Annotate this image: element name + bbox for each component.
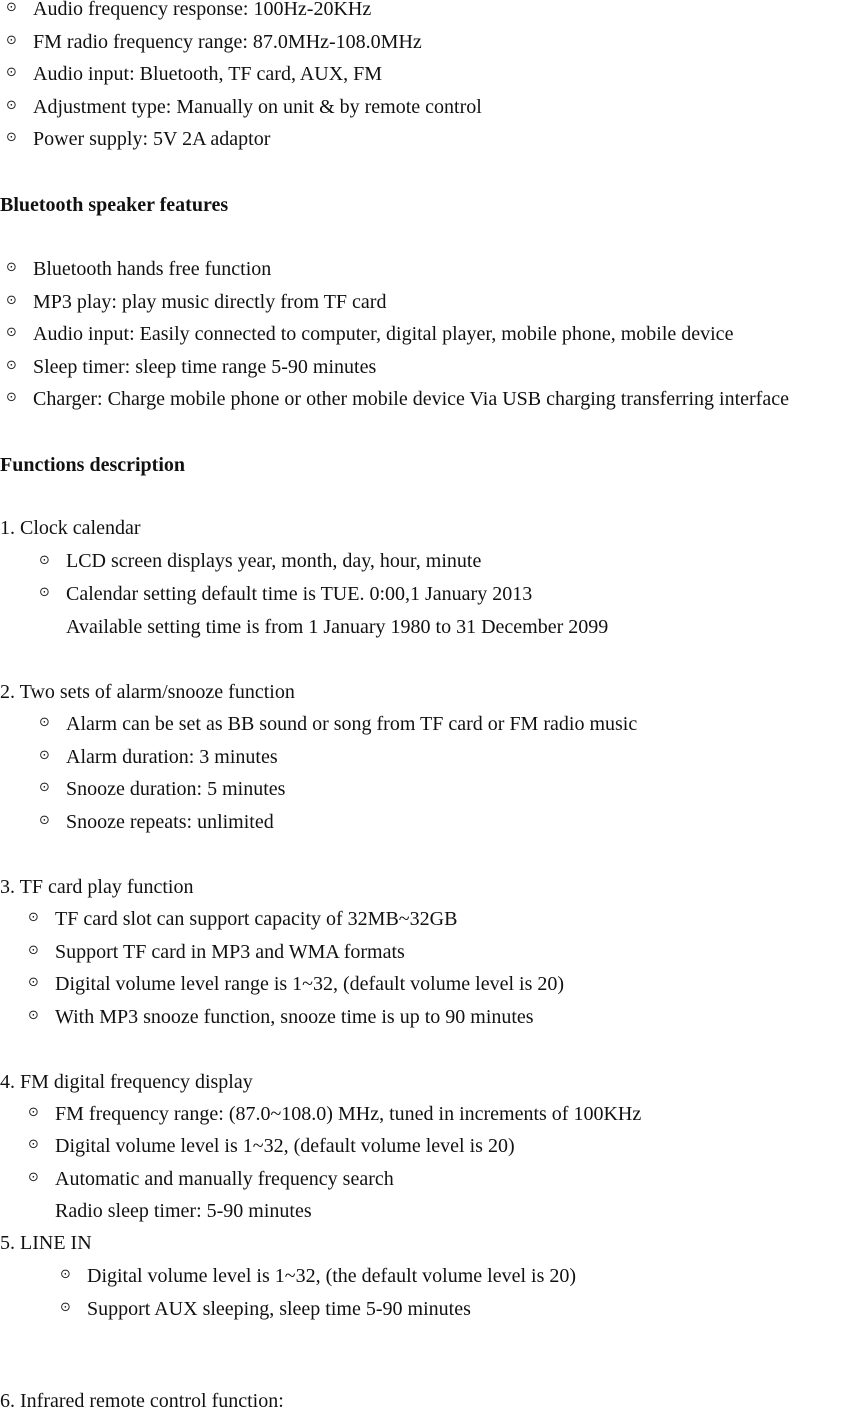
bullet-icon: ⊙ (60, 1300, 71, 1315)
function-title-tf-card: 3. TF card play function (0, 876, 194, 898)
section-heading-functions: Functions description (0, 454, 186, 476)
function-item: Alarm duration: 3 minutes (66, 746, 278, 768)
function-note: Radio sleep timer: 5-90 minutes (55, 1200, 312, 1222)
feature-item: Bluetooth hands free function (33, 258, 272, 280)
bullet-icon: ⊙ (28, 1008, 39, 1023)
function-item: FM frequency range: (87.0~108.0) MHz, tuned in increments of 100KHz (55, 1103, 642, 1125)
feature-item: MP3 play: play music directly from TF card (33, 291, 387, 313)
feature-item: Sleep timer: sleep time range 5-90 minutes (33, 356, 377, 378)
bullet-icon: ⊙ (39, 553, 50, 568)
bullet-icon: ⊙ (39, 780, 50, 795)
bullet-icon: ⊙ (60, 1267, 71, 1282)
bullet-icon: ⊙ (39, 813, 50, 828)
bullet-icon: ⊙ (6, 390, 17, 405)
function-item: Support TF card in MP3 and WMA formats (55, 941, 405, 963)
bullet-icon: ⊙ (28, 910, 39, 925)
function-item: Alarm can be set as BB sound or song from TF card or FM radio music (66, 713, 638, 735)
function-title-clock: 1. Clock calendar (0, 517, 141, 539)
bullet-icon: ⊙ (28, 1137, 39, 1152)
bullet-icon: ⊙ (39, 715, 50, 730)
bullet-icon: ⊙ (6, 65, 17, 80)
function-item: Digital volume level is 1~32, (the default volume level is 20) (87, 1265, 577, 1287)
function-item: Automatic and manually frequency search (55, 1168, 394, 1190)
bullet-icon: ⊙ (39, 748, 50, 763)
function-item: Digital volume level range is 1~32, (default volume level is 20) (55, 973, 565, 995)
function-title-alarm: 2. Two sets of alarm/snooze function (0, 681, 295, 703)
bullet-icon: ⊙ (6, 130, 17, 145)
bullet-icon: ⊙ (28, 1105, 39, 1120)
function-item: Digital volume level is 1~32, (default volume level is 20) (55, 1135, 515, 1157)
function-item: Snooze repeats: unlimited (66, 811, 274, 833)
function-item: With MP3 snooze function, snooze time is up to 90 minutes (55, 1006, 534, 1028)
function-title-fm: 4. FM digital frequency display (0, 1071, 253, 1093)
spec-item: Adjustment type: Manually on unit & by remote control (33, 96, 482, 118)
spec-item: Audio frequency response: 100Hz-20KHz (33, 0, 372, 20)
bullet-icon: ⊙ (6, 293, 17, 308)
bullet-icon: ⊙ (28, 975, 39, 990)
feature-item: Audio input: Easily connected to computer, digital player, mobile phone, mobile device (33, 323, 734, 345)
bullet-icon: ⊙ (6, 33, 17, 48)
section-heading-bluetooth: Bluetooth speaker features (0, 194, 229, 216)
bullet-icon: ⊙ (6, 98, 17, 113)
function-title-line-in: 5. LINE IN (0, 1232, 92, 1254)
function-item: Snooze duration: 5 minutes (66, 778, 286, 800)
function-item: LCD screen displays year, month, day, hour, minute (66, 550, 482, 572)
function-item: TF card slot can support capacity of 32MB~32GB (55, 908, 458, 930)
bullet-icon: ⊙ (6, 325, 17, 340)
bullet-icon: ⊙ (28, 1170, 39, 1185)
function-item: Calendar setting default time is TUE. 0:00,1 January 2013 (66, 583, 533, 605)
bullet-icon: ⊙ (6, 260, 17, 275)
feature-item: Charger: Charge mobile phone or other mobile device Via USB charging transferring interface (33, 388, 789, 410)
function-title-remote: 6. Infrared remote control function: (0, 1390, 284, 1412)
spec-item: Power supply: 5V 2A adaptor (33, 128, 271, 150)
bullet-icon: ⊙ (6, 0, 17, 15)
function-note: Available setting time is from 1 January 1980 to 31 December 2099 (66, 616, 609, 638)
spec-item: Audio input: Bluetooth, TF card, AUX, FM (33, 63, 383, 85)
bullet-icon: ⊙ (6, 358, 17, 373)
spec-item: FM radio frequency range: 87.0MHz-108.0MHz (33, 31, 422, 53)
function-item: Support AUX sleeping, sleep time 5-90 minutes (87, 1298, 471, 1320)
bullet-icon: ⊙ (39, 585, 50, 600)
bullet-icon: ⊙ (28, 943, 39, 958)
